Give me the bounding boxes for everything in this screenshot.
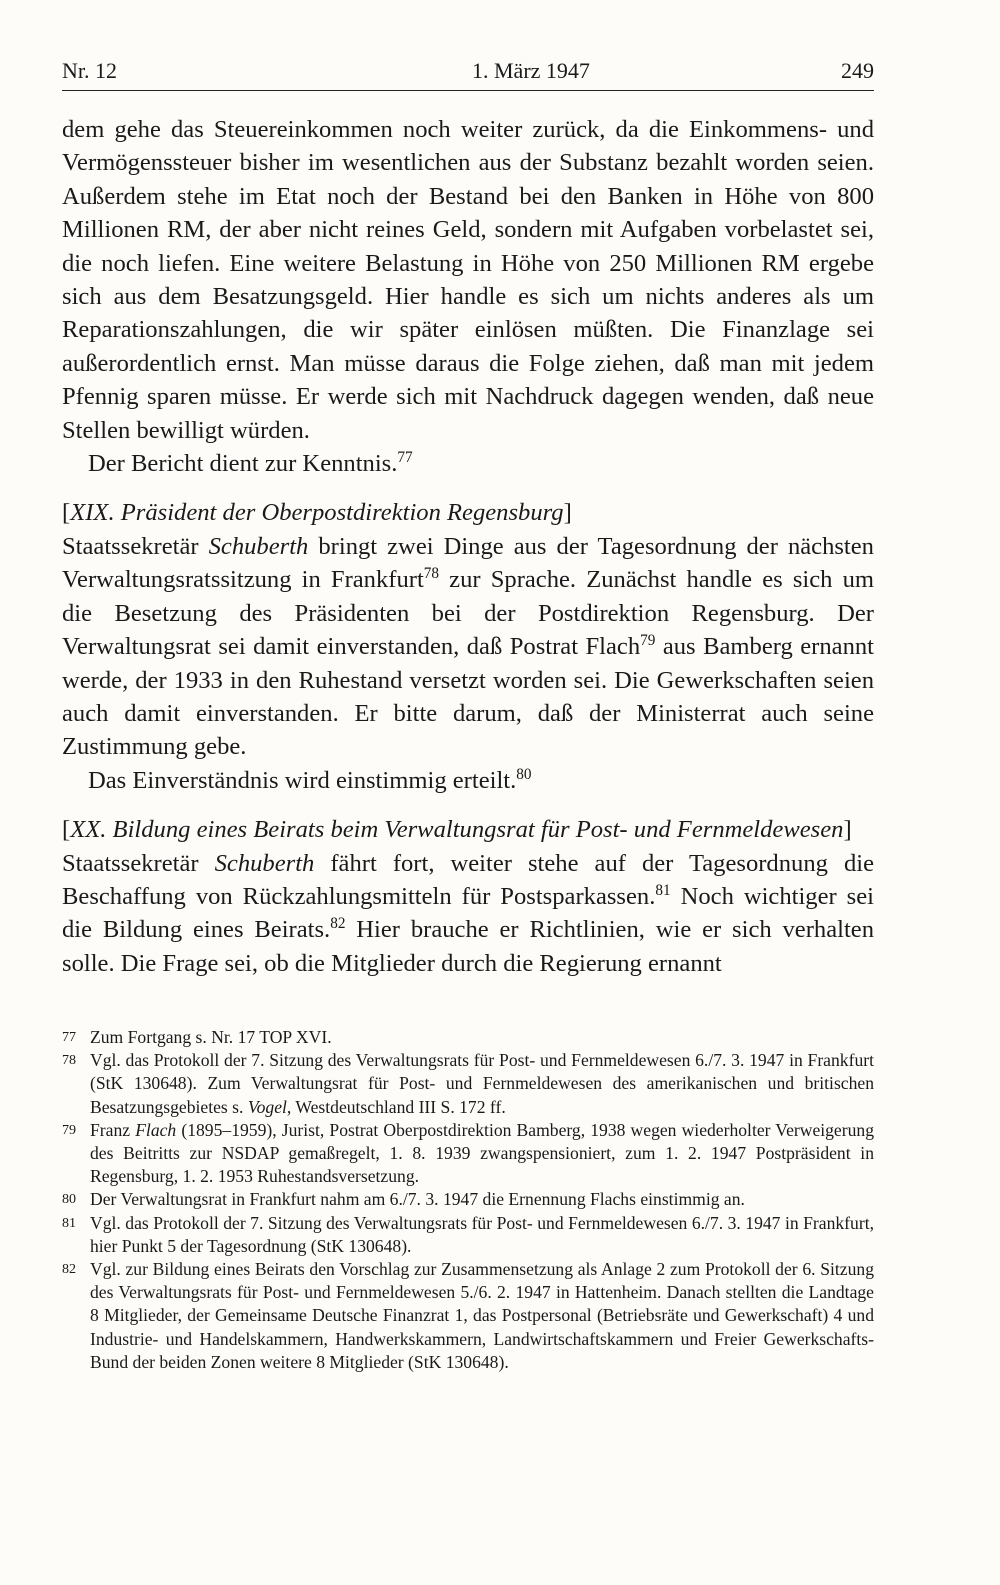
person-name: Schuberth xyxy=(214,849,315,877)
main-text xyxy=(62,113,874,980)
footnote-ref[interactable]: 80 xyxy=(516,765,532,783)
person-name: Flach xyxy=(135,1119,177,1140)
paragraph-text: aus Bamberg ernannt werde, der 1933 in den Ruhestand versetzt worden sei. Die Gewerkschaften seien auch damit einverstanden. Er bitte darum, daß der Ministerrat auch seine Zustimmung gebe. xyxy=(62,633,874,761)
section-heading xyxy=(62,496,874,529)
paragraph xyxy=(62,847,874,981)
footnote-number: 77 xyxy=(62,1029,77,1045)
footnote-78 xyxy=(62,1049,874,1119)
paragraph-text: Staatssekretär xyxy=(62,849,215,877)
document-number: Nr. 12 xyxy=(62,58,117,83)
footnote-ref[interactable]: 79 xyxy=(640,631,656,649)
author-name: Vogel xyxy=(247,1096,287,1117)
person-name: Schuberth xyxy=(208,532,309,560)
bracket: ] xyxy=(843,816,852,844)
bracket: [ xyxy=(62,499,71,527)
footnote-79 xyxy=(62,1119,874,1189)
footnote-text: (1895–1959), Jurist, Postrat Oberpostdirektion Bamberg, 1938 wegen wiederholter Verweigerung des Beitritts zur NSDAP gemaßregelt, 1. 8. 1939 zwangspensioniert, zum 1. 2. 1947 Postpräsident in Regensburg, 1. 2. 1953 Ruhestandsversetzung. xyxy=(90,1119,874,1187)
footnote-number: 80 xyxy=(62,1191,77,1208)
footnote-text: , Westdeutschland III S. 172 ff. xyxy=(286,1096,506,1117)
footnotes xyxy=(62,1026,874,1374)
footnote-number: 78 xyxy=(62,1052,77,1069)
section-heading-text: XX. Bildung eines Beirats beim Verwaltungsrat für Post- und Fernmeldewesen xyxy=(70,816,844,844)
footnote-ref[interactable]: 78 xyxy=(423,565,440,583)
footnote-text: Vgl. zur Bildung eines Beirats den Vorschlag zur Zusammensetzung als Anlage 2 zum Protokoll der 6. Sitzung des Verwaltungsrats für Post- und Fernmeldewesen 5./6. 2. 1947 in Hattenheim. Danach stellten die Landtage 8 Mitglieder, der Gemeinsame Deutsche Finanzrat 1, das Postpersonal (Betriebsräte und Gewerkschaft) 4 und Industrie- und Handelskammern, Handwerkskammern, Landwirtschaftskammern und Freier Gewerkschafts-Bund der beiden Zonen weitere 8 Mitglieder (StK 130648). xyxy=(90,1259,874,1372)
footnote-text: Zum Fortgang s. Nr. 17 TOP XVI. xyxy=(90,1027,332,1047)
footnote-77 xyxy=(62,1026,874,1049)
paragraph xyxy=(62,530,874,764)
footnote-number: 79 xyxy=(62,1121,77,1138)
paragraph xyxy=(62,764,874,797)
paragraph-text: Staatssekretär xyxy=(62,532,209,560)
bracket: ] xyxy=(563,499,572,527)
paragraph-text: bringt zwei Dinge aus der Tagesordnung der nächsten Verwaltungsratssitzung in Frankfurt xyxy=(62,532,874,594)
document-date: 1. März 1947 xyxy=(472,58,590,83)
paragraph-text: Noch wichtiger sei die Bildung eines Beirats. xyxy=(62,882,874,944)
footnote-text: Der Verwaltungsrat in Frankfurt nahm am 6./7. 3. 1947 die Ernennung Flachs einstimmig an. xyxy=(90,1189,745,1210)
footnote-text: Franz xyxy=(90,1119,136,1140)
section-heading-text: XIX. Präsident der Oberpostdirektion Regensburg xyxy=(70,499,564,527)
running-header xyxy=(62,56,874,91)
footnote-ref[interactable]: 77 xyxy=(397,448,413,466)
footnote-number: 81 xyxy=(62,1214,77,1231)
bracket: [ xyxy=(62,816,71,844)
footnote-ref[interactable]: 81 xyxy=(655,881,671,899)
paragraph-text: zur Sprache. Zunächst handle es sich um die Besetzung des Präsidenten bei der Postdirektion Regensburg. Der Verwaltungsrat sei damit einverstanden, daß Postrat Flach xyxy=(62,566,874,661)
footnote-text: Vgl. das Protokoll der 7. Sitzung des Verwaltungsrats für Post- und Fernmeldewesen 6./7. 3. 1947 in Frankfurt (StK 130648). Zum Verwaltungsrat für Post- und Fernmeldewesen des amerikanischen und britischen Besatzungsgebietes s. xyxy=(90,1050,874,1117)
page-number: 249 xyxy=(841,58,874,83)
footnote-81 xyxy=(62,1212,874,1258)
paragraph: dem gehe das Steuereinkommen noch weiter zurück, da die Einkommens- und Vermögenssteuer bisher im wesentlichen aus der Substanz bezahlt worden seien. Außerdem stehe im Etat noch der Bestand bei den Banken in Höhe von 800 Millionen RM, der aber nicht reines Geld, sondern mit Aufgaben vorbelastet sei, die noch liefen. Eine weitere Belastung in Höhe von 250 Millionen RM ergebe sich aus dem Besatzungsgeld. Hier handle es sich um nichts anderes als um Reparationszahlungen, die wir später einlösen müßten. Die Finanzlage sei außerordentlich ernst. Man müsse daraus die Folge ziehen, daß man mit jedem Pfennig sparen müsse. Er werde sich mit Nachdruck dagegen wenden, daß neue Stellen bewilligt würden. xyxy=(62,116,874,444)
paragraph-text: Hier brauche er Richtlinien, wie er sich verhalten solle. Die Frage sei, ob die Mitglieder durch die Regierung ernannt xyxy=(62,916,874,977)
footnote-82 xyxy=(62,1258,874,1374)
footnote-ref[interactable]: 82 xyxy=(330,915,346,933)
paragraph-text: Der Bericht dient zur Kenntnis. xyxy=(88,450,398,478)
footnote-number: 82 xyxy=(62,1261,77,1278)
paragraph xyxy=(62,447,874,480)
section-heading xyxy=(62,813,874,846)
paragraph-text: fährt fort, weiter stehe auf der Tagesordnung die Beschaffung von Rückzahlungsmitteln für Postsparkassen. xyxy=(62,849,874,910)
paragraph-text: Das Einverständnis wird einstimmig erteilt. xyxy=(88,766,517,794)
footnote-80 xyxy=(62,1188,874,1211)
footnote-text: Vgl. das Protokoll der 7. Sitzung des Verwaltungsrats für Post- und Fernmeldewesen 6./7. 3. 1947 in Frankfurt, hier Punkt 5 der Tagesordnung (StK 130648). xyxy=(90,1212,874,1256)
